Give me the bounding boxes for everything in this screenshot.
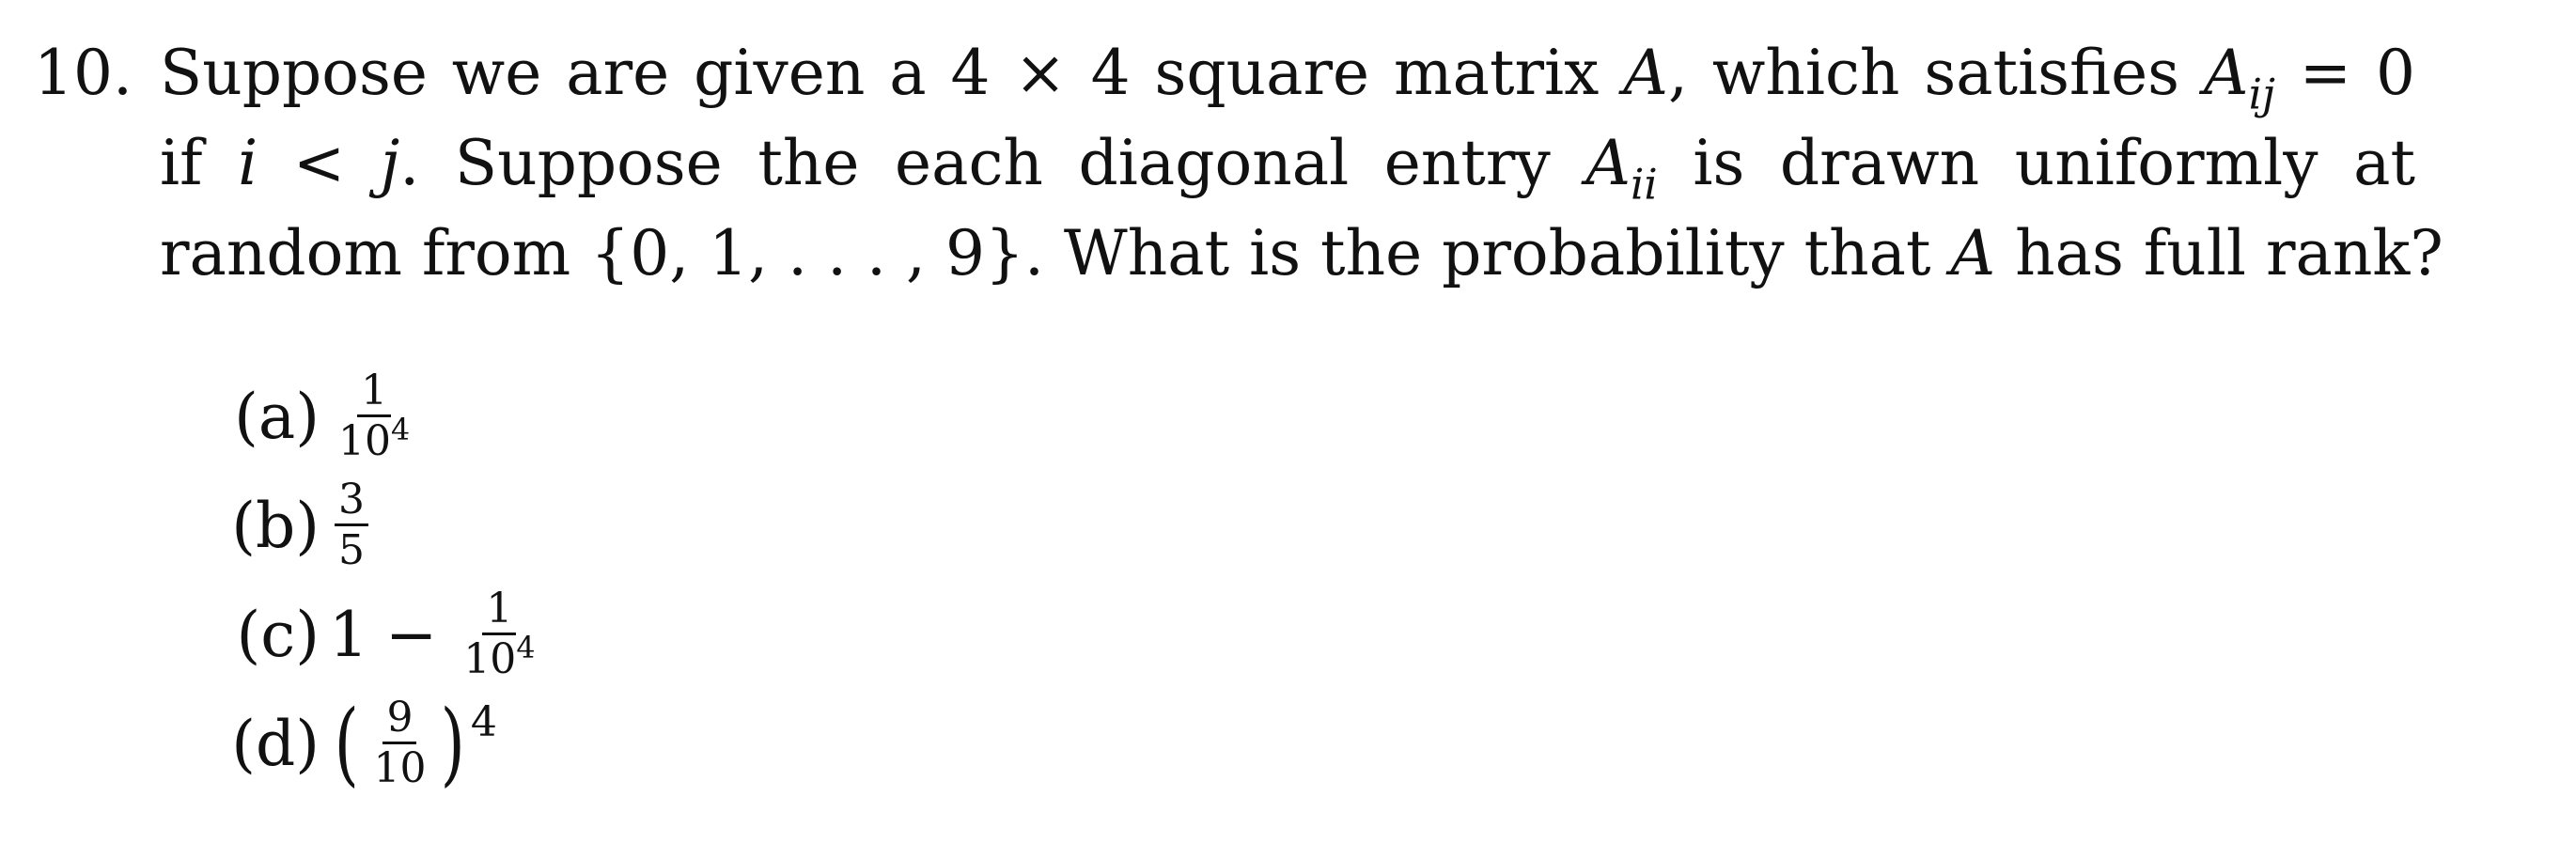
option-expression [329,367,419,466]
question-number: 10. [34,37,133,109]
variable-A: A [1623,37,1668,109]
text-segment: < [258,127,381,199]
variable-A: A [1585,127,1631,199]
minus-sign: − [385,598,438,671]
answer-options [188,362,544,798]
denominator-exponent: 4 [391,413,411,447]
variable-A: A [1950,217,1996,289]
option-label: (b) [231,489,320,562]
option-c[interactable] [188,580,544,689]
variable-A: A [2203,37,2249,109]
fraction [369,695,429,793]
option-b[interactable] [188,471,544,580]
question-line-3 [160,209,2443,299]
fraction [460,586,539,684]
subscript-ii: ii [1631,159,1658,210]
numerator: 3 [335,476,368,526]
left-paren: ( [334,691,359,796]
variable-j: j [380,127,400,199]
text-segment: = 0 [2274,37,2415,109]
option-expression [329,586,544,684]
numerator: 1 [357,367,391,417]
question-line-1 [160,28,2415,118]
leading-term: 1 [329,598,368,671]
numerator: 9 [382,695,416,744]
denominator-base: 10 [338,416,391,465]
option-label: (c) [236,598,320,671]
question-text [160,28,2443,299]
numerator: 1 [482,586,516,635]
denominator-base: 10 [463,634,517,683]
question-line-2 [160,118,2415,209]
text-segment: . Suppose the each diagonal entry [399,127,1586,199]
variable-i: i [238,127,258,199]
option-label: (d) [231,707,320,780]
denominator: 10 [373,743,427,792]
denominator-exponent: 4 [516,631,536,665]
text-segment: random from {0, 1, . . . , 9}. What is the probability that [160,217,1951,289]
subscript-ij: ij [2248,69,2275,119]
option-label: (a) [234,380,320,453]
option-d[interactable] [188,689,544,798]
option-a[interactable] [188,362,544,471]
option-expression [329,691,497,796]
denominator: 5 [338,525,365,574]
text-segment: , which satisfies [1667,37,2204,109]
text-segment: is drawn uniformly at [1657,127,2415,199]
denominator [335,413,414,466]
right-paren: ) [441,691,466,796]
outer-exponent: 4 [470,697,497,746]
fraction [335,476,368,575]
option-expression [329,476,374,575]
fraction [335,367,414,466]
text-segment: has full rank? [1995,217,2443,289]
denominator [460,631,539,684]
text-segment: Suppose we are given a 4 × 4 square matrix [160,37,1624,109]
text-segment: if [160,127,239,199]
